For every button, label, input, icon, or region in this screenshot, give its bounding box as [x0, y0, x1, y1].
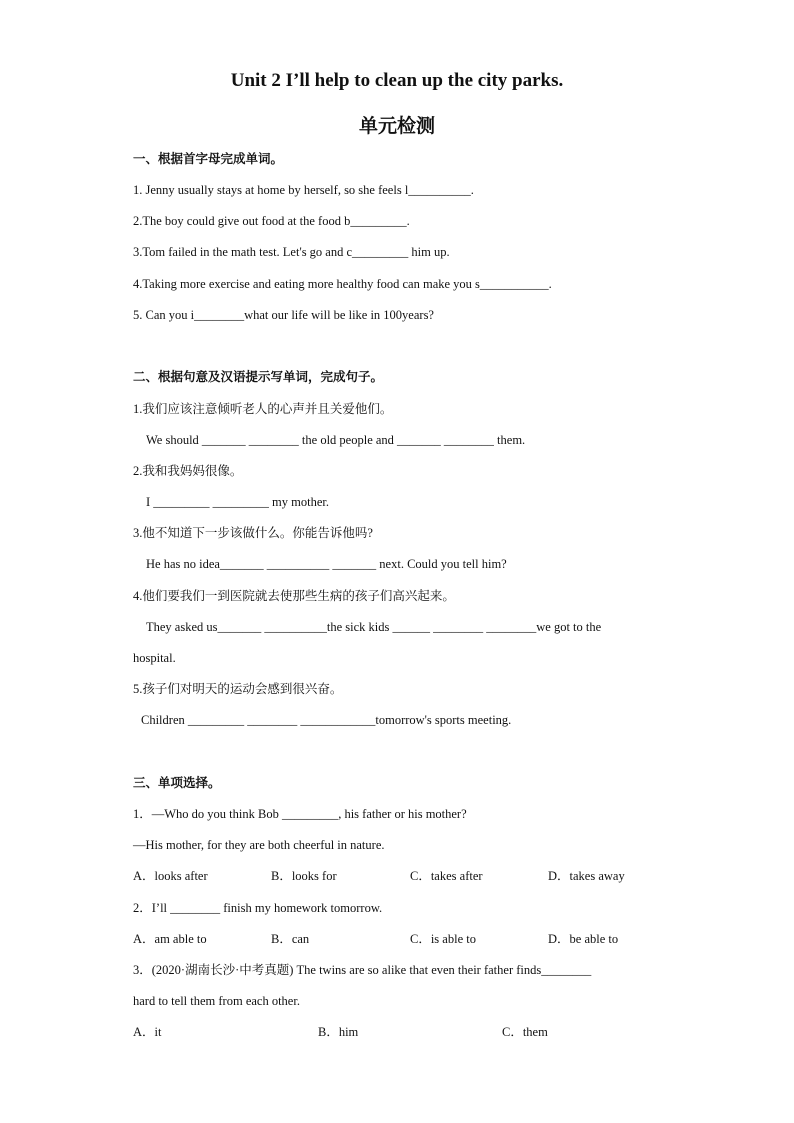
- section-3-title: 三、单项选择。: [133, 776, 221, 790]
- section-2-title: 二、根据句意及汉语提示写单词，完成句子。: [133, 370, 384, 384]
- section-2-item-4-english: They asked us_______ __________the sick kids ______ ________ ________we got to the: [146, 620, 602, 634]
- section-2-item-1-english: We should _______ ________ the old people and _______ ________ them.: [146, 433, 526, 447]
- question-1-option-b[interactable]: B．looks for: [271, 869, 337, 883]
- section-2-item-2-english: I _________ _________ my mother.: [146, 495, 329, 509]
- section-1-item-3: 3.Tom failed in the math test. Let's go and c_________ him up.: [133, 245, 450, 259]
- question-1-stem: 1．—Who do you think Bob _________, his father or his mother?: [133, 807, 467, 821]
- question-2-option-b[interactable]: B．can: [271, 932, 310, 946]
- section-1-item-4: 4.Taking more exercise and eating more healthy food can make you s___________.: [133, 277, 552, 291]
- section-1-title: 一、根据首字母完成单词。: [133, 152, 284, 166]
- section-2-item-4-english-cont: hospital.: [133, 651, 176, 665]
- question-1-reply: —His mother, for they are both cheerful in nature.: [133, 838, 385, 852]
- page-title: Unit 2 I’ll help to clean up the city parks.: [230, 70, 564, 91]
- question-2-option-d[interactable]: D．be able to: [548, 932, 619, 946]
- question-1-option-c[interactable]: C．takes after: [410, 869, 483, 883]
- question-2-stem: 2．I’ll ________ finish my homework tomorrow.: [133, 901, 383, 915]
- question-3-option-a[interactable]: A．it: [133, 1025, 162, 1039]
- question-2-option-a[interactable]: A．am able to: [133, 932, 207, 946]
- section-1-item-5: 5. Can you i________what our life will be like in 100years?: [133, 308, 434, 322]
- question-1-option-a[interactable]: A．looks after: [133, 869, 208, 883]
- section-1-item-1: 1. Jenny usually stays at home by herself, so she feels l__________.: [133, 183, 474, 197]
- section-1-item-2: 2.The boy could give out food at the food b_________.: [133, 214, 410, 228]
- page-subtitle: 单元检测: [358, 116, 435, 137]
- question-3-stem-cont: hard to tell them from each other.: [133, 994, 300, 1008]
- question-3-stem: 3．(2020·湖南长沙·中考真题) The twins are so alike that even their father finds________: [133, 963, 592, 977]
- section-2-item-4-chinese: 4.他们要我们一到医院就去使那些生病的孩子们高兴起来。: [133, 589, 455, 603]
- section-2-item-5-chinese: 5.孩子们对明天的运动会感到很兴奋。: [133, 682, 343, 696]
- question-2-option-c[interactable]: C．is able to: [410, 932, 476, 946]
- question-3-option-b[interactable]: B．him: [318, 1025, 359, 1039]
- section-2-item-2-chinese: 2.我和我妈妈很像。: [133, 464, 243, 478]
- section-2-item-1-chinese: 1.我们应该注意倾听老人的心声并且关爱他们。: [133, 402, 393, 416]
- section-2-item-5-english: Children _________ ________ ____________tomorrow's sports meeting.: [141, 713, 512, 727]
- section-2-item-3-chinese: 3.他不知道下一步该做什么。你能告诉他吗?: [133, 526, 373, 540]
- section-2-item-3-english: He has no idea_______ __________ _______ next. Could you tell him?: [146, 557, 507, 571]
- question-1-option-d[interactable]: D．takes away: [548, 869, 625, 883]
- question-3-option-c[interactable]: C．them: [502, 1025, 548, 1039]
